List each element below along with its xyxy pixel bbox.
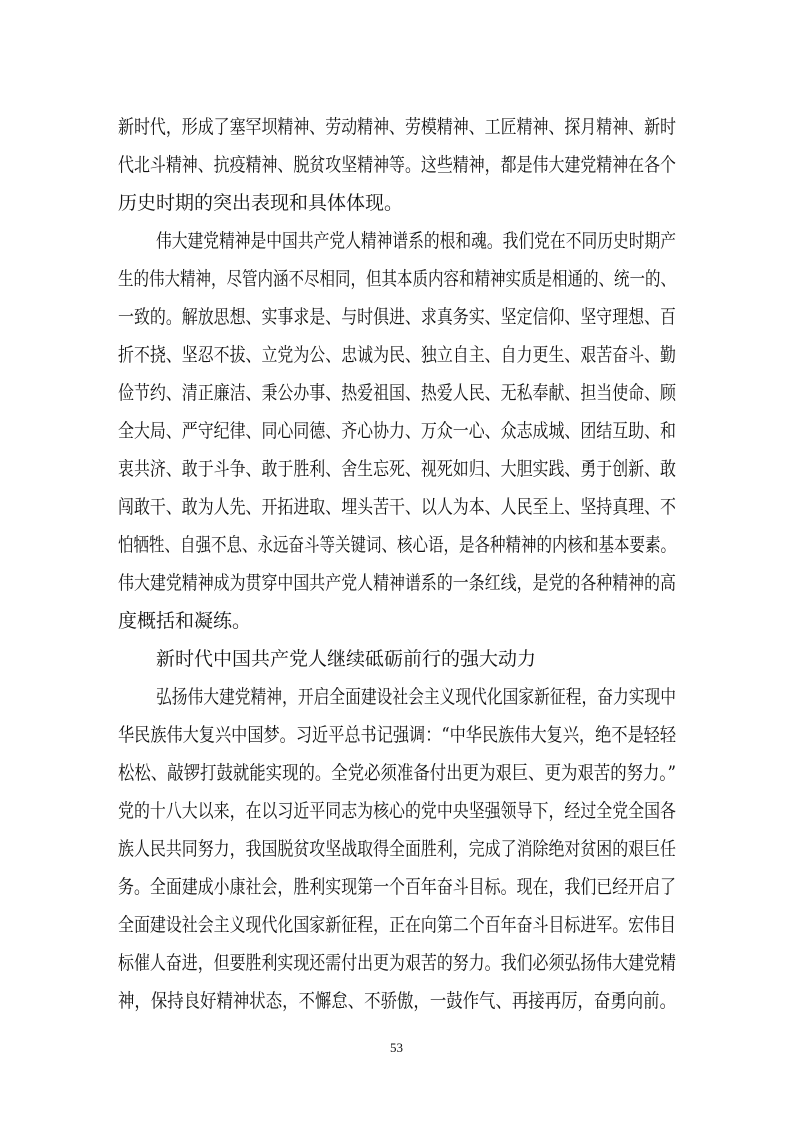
text-line-content: 度概括和凝练。 xyxy=(118,610,252,632)
text-line-content: 折不挠、坚忍不拔、立党为公、忠诚为民、独立自主、自力更生、艰苦奋斗、勤 xyxy=(118,344,676,366)
text-line xyxy=(0,374,793,412)
text-line xyxy=(0,526,793,564)
text-line-content: 闯敢干、敢为人先、开拓进取、埋头苦干、以人为本、人民至上、坚持真理、不 xyxy=(118,496,676,518)
text-line-content: 新时代，形成了塞罕坝精神、劳动精神、劳模精神、工匠精神、探月精神、新时 xyxy=(118,116,676,138)
text-line-content: 全大局、严守纪律、同心同德、齐心协力、万众一心、众志成城、团结互助、和 xyxy=(118,420,676,442)
text-line-content: 一致的。解放思想、实事求是、与时俱进、求真务实、坚定信仰、坚守理想、百 xyxy=(118,306,676,328)
text-line-content: 全面建设社会主义现代化国家新征程，正在向第二个百年奋斗目标进军。宏伟目 xyxy=(118,914,676,936)
text-line xyxy=(0,260,793,298)
text-line xyxy=(0,754,793,792)
text-line-content: 生的伟大精神，尽管内涵不尽相同，但其本质内容和精神实质是相通的、统一的、 xyxy=(118,268,676,290)
text-line xyxy=(0,982,793,1020)
text-line-content: 伟大建党精神是中国共产党人精神谱系的根和魂。我们党在不同历史时期产 xyxy=(156,230,676,252)
text-line-content: 松松、敲锣打鼓就能实现的。全党必须准备付出更为艰巨、更为艰苦的努力。” xyxy=(118,762,676,784)
text-line xyxy=(0,906,793,944)
text-line-content: 历史时期的突出表现和具体体现。 xyxy=(118,192,404,214)
text-line xyxy=(0,108,793,146)
text-line-content: 衷共济、敢于斗争、敢于胜利、舍生忘死、视死如归、大胆实践、勇于创新、敢 xyxy=(118,458,676,480)
page-number: 53 xyxy=(390,1040,403,1055)
text-line xyxy=(0,146,793,184)
section-heading-text: 新时代中国共产党人继续砥砺前行的强大动力 xyxy=(156,648,537,670)
text-line xyxy=(0,602,793,640)
text-line-content: 怕牺牲、自强不息、永远奋斗等关键词、核心语，是各种精神的内核和基本要素。 xyxy=(118,534,676,556)
text-line xyxy=(0,716,793,754)
text-line-content: 族人民共同努力，我国脱贫攻坚战取得全面胜利，完成了消除绝对贫困的艰巨任 xyxy=(118,838,676,860)
text-line xyxy=(0,830,793,868)
text-line-content: 标催人奋进，但要胜利实现还需付出更为艰苦的努力。我们必须弘扬伟大建党精 xyxy=(118,952,676,974)
text-line-content: 弘扬伟大建党精神，开启全面建设社会主义现代化国家新征程，奋力实现中 xyxy=(156,686,676,708)
paragraph-first-line xyxy=(0,222,793,260)
text-line-content: 党的十八大以来，在以习近平同志为核心的党中央坚强领导下，经过全党全国各 xyxy=(118,800,676,822)
text-line-content: 务。全面建成小康社会，胜利实现第一个百年奋斗目标。现在，我们已经开启了 xyxy=(118,876,676,898)
text-line xyxy=(0,564,793,602)
text-line xyxy=(0,336,793,374)
text-line xyxy=(0,184,793,222)
text-line-content: 华民族伟大复兴中国梦。习近平总书记强调：“中华民族伟大复兴，绝不是轻轻 xyxy=(118,724,676,746)
text-line xyxy=(0,944,793,982)
text-line xyxy=(0,792,793,830)
text-line xyxy=(0,412,793,450)
text-line xyxy=(0,298,793,336)
text-line-content: 神，保持良好精神状态，不懈怠、不骄傲，一鼓作气、再接再厉，奋勇向前。 xyxy=(118,990,676,1012)
text-line xyxy=(0,868,793,906)
section-heading xyxy=(0,640,793,678)
text-line xyxy=(0,450,793,488)
text-line-content: 伟大建党精神成为贯穿中国共产党人精神谱系的一条红线，是党的各种精神的高 xyxy=(118,572,676,594)
text-line xyxy=(0,488,793,526)
paragraph-first-line xyxy=(0,678,793,716)
text-line-content: 俭节约、清正廉洁、秉公办事、热爱祖国、热爱人民、无私奉献、担当使命、顾 xyxy=(118,382,676,404)
text-line-content: 代北斗精神、抗疫精神、脱贫攻坚精神等。这些精神，都是伟大建党精神在各个 xyxy=(118,154,676,176)
